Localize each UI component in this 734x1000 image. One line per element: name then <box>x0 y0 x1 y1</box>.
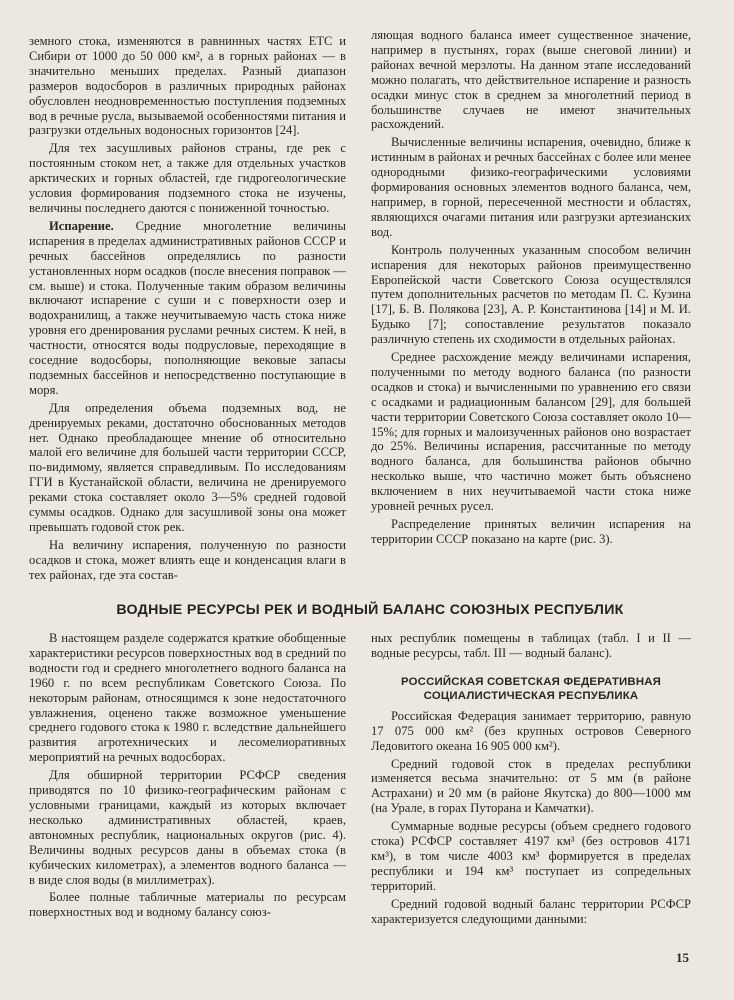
paragraph: Более полные табличные материалы по ресурсам поверхностных вод и водному балансу союз- <box>29 890 346 920</box>
column-top-right <box>371 28 691 547</box>
paragraph: Суммарные водные ресурсы (объем среднего годового стока) РСФСР составляет 4197 км³ (без островов 4171 км³), в том числе 4003 км³ формируется в пределах республики и 194 км³ поступает из сопредельных территорий. <box>371 819 691 893</box>
column-top-left <box>29 34 346 583</box>
paragraph: В настоящем разделе содержатся краткие обобщенные характеристики ресурсов поверхностных вод в средний по водности год и среднего многолетнего водного баланса на 1960 г. по всем республикам Советского Союза. По некоторым районам, относящимся к зоне недостаточного увлажнения, оценено также возможное уменьшение среднего годового стока к 1980 г. вследствие дальнейшего развития агротехнических и лесомелиоративных мероприятий на речных водосборах. <box>29 631 346 765</box>
paragraph: На величину испарения, полученную по разности осадков и стока, может влиять еще и конденсация влаги в тех районах, где эта состав- <box>29 537 346 582</box>
paragraph-evaporation <box>29 219 346 398</box>
paragraph: Для тех засушливых районов страны, где рек с постоянным стоком нет, а также для отдельных участков арктических и горных областей, где гидрогеологические условия формирования подземного стока не изучены, величины последнего даются с пониженной точностью. <box>29 141 346 215</box>
column-bottom-right <box>371 631 691 927</box>
section-title: ВОДНЫЕ РЕСУРСЫ РЕК И ВОДНЫЙ БАЛАНС СОЮЗНЫХ РЕСПУБЛИК <box>116 602 624 618</box>
paragraph: Для обширной территории РСФСР сведения приводятся по 10 физико-географическим районам с условными границами, каждый из которых включает несколько административных областей, краев, автономных республик, национальных округов (рис. 4). Величины водных ресурсов даны в объемах стока (в кубических километрах), а элементов водного баланса — в виде слоя воды (в миллиметрах). <box>29 768 346 887</box>
paragraph: Вычисленные величины испарения, очевидно, ближе к истинным в районах и речных бассейнах с более или менее однородными физико-географическими условиями формирования основных элементов водного баланса, чем, например, в горной, пересеченной местности и областях, являющихся очагами питания или разгрузки артезианских вод. <box>371 135 691 239</box>
paragraph: Среднее расхождение между величинами испарения, полученными по методу водного баланса (по разности осадков и стока) и вычисленными по уравнению его связи с осадками и радиационным балансом [29], для большей части территории Советского Союза составляет около 10—15%; для горных и малоизученных районов оно возрастает до 25%. Величины испарения, рассчитанные по методу водного баланса, для большинства районов обычно несколько выше, что частично может быть объяснено включением в них неучитываемой части стока ниже уровней речных русел. <box>371 350 691 514</box>
subsection-heading: РОССИЙСКАЯ СОВЕТСКАЯ ФЕДЕРАТИВНАЯ СОЦИАЛИСТИЧЕСКАЯ РЕСПУБЛИКА <box>400 675 662 702</box>
paragraph: Средний годовой водный баланс территории РСФСР характеризуется следующими данными: <box>371 896 691 926</box>
paragraph: Для определения объема подземных вод, не дренируемых реками, достаточно обоснованных методов нет. Однако преобладающее мнение об относительно малой его величине для большей части территории СССР, по-видимому, является справедливым. По исследованиям ГГИ в Кустанайской области, величина не дренируемого реками стока составляет около 3—5% средней годовой суммы осадков. Однако для засушливой зоны она может превышать годовой сток рек. <box>29 400 346 534</box>
paragraph: ных республик помещены в таблицах (табл. I и II — водные ресурсы, табл. III — водный баланс). <box>371 631 691 660</box>
paragraph-body: Средние многолетние величины испарения в пределах административных районов СССР и речных бассейнов определялись по разности установленных норм осадков (после внесения поправок — см. выше) и стока. Полученные таким образом величины включают испарение с суши и с поверхности озер и водохранилищ, а также неучитываемую часть стока ниже уровня его дренирования руслами речных систем. К ней, в частности, относятся воды подрусловые, переходящие в соседние водосборы, пополняющие вековые запасы подземных бассейнов и непосредственно поступающие в моря. <box>29 218 346 397</box>
paragraph: Средний годовой сток в пределах республики изменяется весьма значительно: от 5 мм (в районе Астрахани) и 20 мм (в районе Якутска) до 800—1000 мм (на Урале, в горах Путорана и Камчатки). <box>371 756 691 816</box>
paragraph: Распределение принятых величин испарения на территории СССР показано на карте (рис. 3). <box>371 517 691 546</box>
paragraph: земного стока, изменяются в равнинных частях ЕТС и Сибири от 1000 до 50 000 км², а в горных районах — в значительно меньших пределах. Разный диапазон размеров водосборов в различных природных районах обусловлен неодновременностью поступления подземных вод в речные русла, вызываемой особенностями питания и разгрузки отдельных водоносных горизонтов [24]. <box>29 34 346 138</box>
paragraph-lead: Испарение. <box>49 218 114 233</box>
page-number: 15 <box>676 950 689 965</box>
paragraph: Российская Федерация занимает территорию, равную 17 075 000 км² (без крупных островов Северного Ледовитого океана 16 905 000 км²). <box>371 708 691 753</box>
column-bottom-left <box>29 631 346 920</box>
paragraph: Контроль полученных указанным способом величин испарения для некоторых районов преимущественно Европейской части Советского Союза осуществлялся путем дополнительных расчетов по методам П. С. Кузина [17], Б. В. Полякова [23], А. Р. Константинова [14] и М. И. Будыко [7]; сопоставление результатов показало различную степень их сходимости в отдельных районах. <box>371 242 691 347</box>
paragraph: ляющая водного баланса имеет существенное значение, например в пустынях, горах (выше снеговой линии) и районах вечной мерзлоты. На данном этапе исследований можно полагать, что действительное испарение и разность осадки минус сток в среднем за многолетний период в большинстве случаев не имеют значительных расхождений. <box>371 28 691 132</box>
